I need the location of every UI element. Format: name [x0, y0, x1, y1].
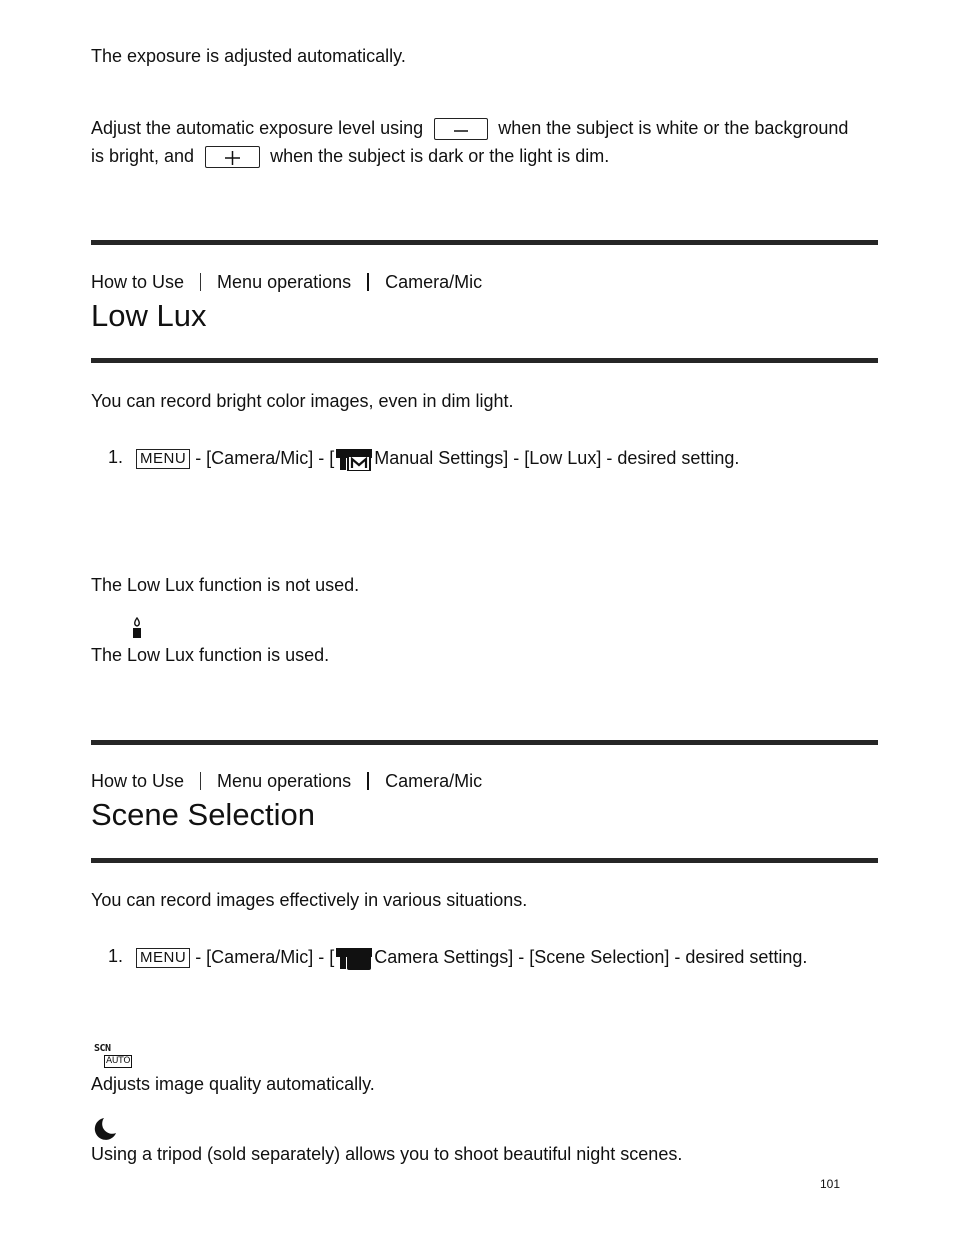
- scene-step-text-a: - [Camera/Mic] - [: [195, 946, 335, 967]
- exposure-adjust-text-a: Adjust the automatic exposure level using: [91, 118, 424, 138]
- section-divider-top: [91, 740, 878, 745]
- breadcrumb-separator: [367, 273, 369, 291]
- breadcrumb-camera-mic[interactable]: Camera/Mic: [385, 771, 483, 791]
- low-lux-step: [136, 446, 739, 472]
- breadcrumb-how-to-use[interactable]: How to Use: [91, 771, 185, 791]
- minus-key-icon: [434, 118, 488, 140]
- step-number: 1.: [108, 447, 124, 467]
- low-lux-step-text-b: Manual Settings] - [Low Lux] - desired setting.: [374, 447, 740, 468]
- night-scene-desc: Using a tripod (sold separately) allows you to shoot beautiful night scenes.: [91, 1144, 683, 1164]
- breadcrumb-menu-operations[interactable]: Menu operations: [217, 771, 352, 791]
- exposure-adjust-text-b: when the subject is white or the background: [498, 118, 849, 138]
- exposure-adjust-text-d: when the subject is dark or the light is dim.: [270, 146, 610, 166]
- night-scene-moon-icon: [94, 1117, 118, 1146]
- scene-step-text-b: Camera Settings] - [Scene Selection] - desired setting.: [374, 946, 808, 967]
- low-lux-step-text-a: - [Camera/Mic] - [: [195, 447, 335, 468]
- scene-auto-icon: [94, 1044, 132, 1069]
- camera-settings-icon: [334, 945, 374, 971]
- plus-key-icon: [205, 146, 260, 168]
- low-lux-off-desc: The Low Lux function is not used.: [91, 575, 360, 595]
- page-title: Scene Selection: [91, 797, 316, 832]
- page-number: 101: [820, 1177, 841, 1191]
- scene-intro: You can record images effectively in various situations.: [91, 890, 528, 910]
- breadcrumb-separator: [200, 273, 201, 291]
- exposure-adjust-line-2: [91, 145, 609, 168]
- breadcrumb-separator: [200, 772, 201, 790]
- exposure-adjust-text-c: is bright, and: [91, 146, 195, 166]
- section-divider-bottom: [91, 858, 878, 863]
- breadcrumb: [91, 271, 482, 293]
- menu-button-label: MENU: [136, 948, 190, 968]
- low-lux-on-desc: The Low Lux function is used.: [91, 645, 330, 665]
- scene-auto-icon-auto: AUTO: [106, 1056, 131, 1066]
- scene-step: [136, 945, 807, 971]
- breadcrumb-menu-operations[interactable]: Menu operations: [217, 272, 352, 292]
- scene-auto-icon-scn: SCN: [94, 1043, 111, 1054]
- step-number: 1.: [108, 946, 124, 966]
- scene-auto-desc: Adjusts image quality automatically.: [91, 1074, 375, 1094]
- section-divider-bottom: [91, 358, 878, 363]
- low-lux-candle-icon: [131, 617, 143, 644]
- breadcrumb-separator: [367, 772, 369, 790]
- breadcrumb-how-to-use[interactable]: How to Use: [91, 272, 185, 292]
- breadcrumb-camera-mic[interactable]: Camera/Mic: [385, 272, 483, 292]
- exposure-adjust-line: [91, 117, 848, 140]
- exposure-auto-text: The exposure is adjusted automatically.: [91, 46, 406, 66]
- manual-settings-camera-icon: [334, 446, 374, 472]
- low-lux-intro: You can record bright color images, even in dim light.: [91, 391, 514, 411]
- menu-button-label: MENU: [136, 449, 190, 469]
- page-title: Low Lux: [91, 298, 207, 333]
- breadcrumb: [91, 770, 482, 792]
- section-divider-top: [91, 240, 878, 245]
